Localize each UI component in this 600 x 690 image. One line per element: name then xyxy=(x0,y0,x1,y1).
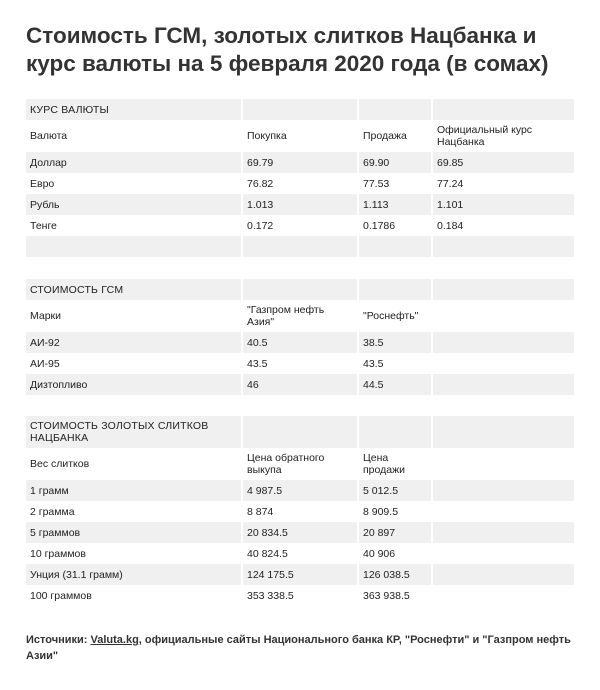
gold-section-row xyxy=(26,416,574,448)
empty-row xyxy=(26,236,574,257)
table-row xyxy=(26,152,574,173)
fuel-header-row xyxy=(26,300,574,332)
table-cell: 43.5 xyxy=(242,353,358,374)
table-cell: 2 грамма xyxy=(26,501,242,522)
table-row xyxy=(26,480,574,501)
table-cell: 5 граммов xyxy=(26,522,242,543)
gold-header-cell: Цена обратного выкупа xyxy=(242,448,358,480)
table-cell: Рубль xyxy=(26,194,242,215)
table-cell: 46 xyxy=(242,374,358,395)
gold-table xyxy=(26,416,574,606)
table-cell: АИ-92 xyxy=(26,332,242,353)
table-cell: 40 906 xyxy=(358,543,432,564)
table-cell: 20 834.5 xyxy=(242,522,358,543)
currency-header-row xyxy=(26,120,574,152)
table-cell: 69.79 xyxy=(242,152,358,173)
table-row xyxy=(26,543,574,564)
table-cell: 43.5 xyxy=(358,353,432,374)
table-cell: 77.53 xyxy=(358,173,432,194)
source-note xyxy=(26,632,586,664)
table-cell: 1 грамм xyxy=(26,480,242,501)
table-row xyxy=(26,374,574,395)
fuel-header-cell: Марки xyxy=(26,300,242,332)
currency-header-cell: Покупка xyxy=(242,120,358,152)
table-cell: 10 граммов xyxy=(26,543,242,564)
table-cell: 76.82 xyxy=(242,173,358,194)
table-cell: 0.1786 xyxy=(358,215,432,236)
table-cell: 77.24 xyxy=(437,177,464,190)
fuel-section-row xyxy=(26,279,574,300)
table-row xyxy=(26,173,574,194)
currency-header-cell: Валюта xyxy=(26,120,242,152)
gold-header-row xyxy=(26,448,574,480)
table-cell: 8 874 xyxy=(242,501,358,522)
table-cell: АИ-95 xyxy=(26,353,242,374)
source-suffix: , официальные сайты Национального банка КР, "Роснефти" и "Газпром нефть Азии" xyxy=(26,634,571,662)
table-row xyxy=(26,194,574,215)
table-cell: 44.5 xyxy=(358,374,432,395)
gold-section-title: СТОИМОСТЬ ЗОЛОТЫХ СЛИТКОВ НАЦБАНКА xyxy=(26,416,242,448)
table-row xyxy=(26,215,574,236)
table-cell: 40.5 xyxy=(242,332,358,353)
fuel-header-cell: "Газпром нефть Азия" xyxy=(242,300,358,332)
source-prefix: Источники: xyxy=(26,634,91,646)
gold-header-cell: Цена продажи xyxy=(358,448,432,480)
table-cell: 353 338.5 xyxy=(242,585,358,606)
table-cell: Доллар xyxy=(26,152,242,173)
table-cell: 69.90 xyxy=(358,152,432,173)
table-row xyxy=(26,501,574,522)
page-title: Стоимость ГСМ, золотых слитков Нацбанка и курс валюты на 5 февраля 2020 года (в сомах) xyxy=(26,23,549,76)
table-cell: 1.013 xyxy=(242,194,358,215)
table-cell: 20 897 xyxy=(358,522,432,543)
table-cell: 124 175.5 xyxy=(242,564,358,585)
table-cell: 40 824.5 xyxy=(242,543,358,564)
table-cell: 1.101 xyxy=(432,194,574,215)
currency-section-row xyxy=(26,99,574,120)
source-link[interactable]: Valuta.kg xyxy=(90,634,139,646)
currency-section-title: КУРС ВАЛЮТЫ xyxy=(26,99,242,120)
table-cell: Унция (31.1 грамм) xyxy=(26,564,242,585)
table-cell: Дизтопливо xyxy=(26,374,242,395)
table-row xyxy=(26,585,574,606)
currency-header-cell: Продажа xyxy=(358,120,432,152)
currency-header-cell: Официальный курс Нацбанка xyxy=(437,124,533,148)
table-cell: 4 987.5 xyxy=(242,480,358,501)
fuel-section-title: СТОИМОСТЬ ГСМ xyxy=(26,279,242,300)
table-row xyxy=(26,522,574,543)
table-cell: 69.85 xyxy=(432,152,574,173)
table-cell: 1.113 xyxy=(358,194,432,215)
table-cell: 38.5 xyxy=(358,332,432,353)
table-row xyxy=(26,353,574,374)
fuel-table xyxy=(26,279,574,395)
currency-table xyxy=(26,99,574,257)
table-cell: 100 граммов xyxy=(26,585,242,606)
table-cell: 126 038.5 xyxy=(358,564,432,585)
gold-header-cell: Вес слитков xyxy=(26,448,242,480)
table-cell: 5 012.5 xyxy=(358,480,432,501)
fuel-header-cell: "Роснефть" xyxy=(358,300,432,332)
table-cell: 8 909.5 xyxy=(358,501,432,522)
table-row xyxy=(26,332,574,353)
table-cell: 363 938.5 xyxy=(358,585,432,606)
table-cell: 0.184 xyxy=(437,219,464,232)
table-cell: Тенге xyxy=(26,215,242,236)
table-cell: Евро xyxy=(26,173,242,194)
table-cell: 0.172 xyxy=(242,215,358,236)
table-row xyxy=(26,564,574,585)
